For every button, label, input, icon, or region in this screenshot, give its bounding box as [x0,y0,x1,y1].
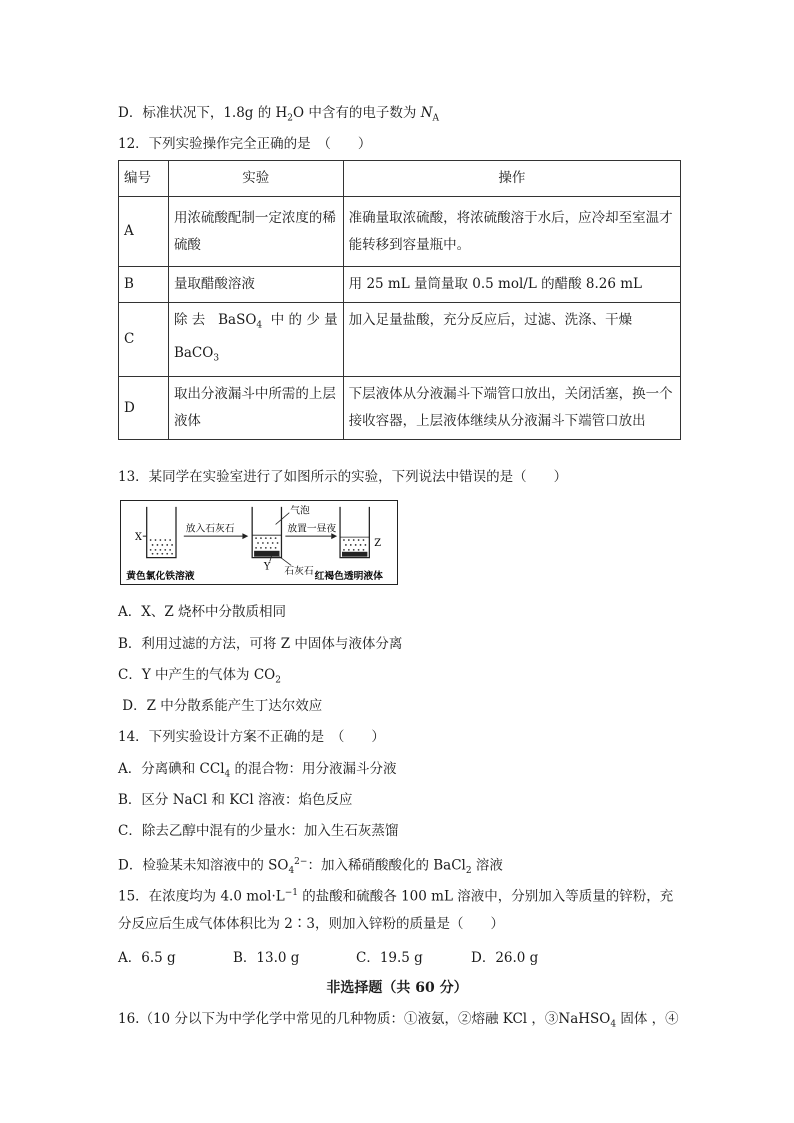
q13-option-c: C．Y 中产生的气体为 $CO_2$ [118,667,281,686]
table-row [119,303,681,377]
arrow-2-label: 放置一昼夜 [287,523,337,535]
arrow-1-label: 放入石灰石 [185,523,235,535]
q13-option-d: D．Z 中分散系能产生丁达尔效应 [118,698,323,714]
q13-option-b: B．利用过滤的方法，可将 Z 中固体与液体分离 [118,636,403,652]
beaker-z [340,507,369,558]
q13-stem: 13．某同学在实验室进行了如图所示的实验，下列说法中错误的是（ ） [118,469,568,485]
row-id: D [119,377,169,440]
q14-option-c: C．除去乙醇中混有的少量水：加入生石灰蒸馏 [118,823,399,839]
q14-option-b: B．区分 NaCl 和 KCl 溶液：焰色反应 [118,792,353,808]
q12-table [118,160,681,440]
q16-stem: 16.（10 分以下为中学化学中常见的几种物质：①液氨，②熔融 KCl ，③NaHSO$_4$ 固体 ，④ [118,1011,679,1030]
row-experiment: 量取醋酸溶液 [168,267,343,303]
header-id: 编号 [119,161,169,197]
q13-option-a: A．X、Z 烧杯中分散质相同 [118,604,287,620]
row-operation: 准确量取浓硫酸，将浓硫酸溶于水后，应冷却至室温才能转移到容量瓶中。 [343,197,680,267]
label-stone: 石灰石 [284,566,314,578]
table-row [119,377,681,440]
row-id: C [119,303,169,377]
row-id: B [119,267,169,303]
table-row [119,197,681,267]
row-experiment: 除去 BaSO$_4$ 中的少量 BaCO$_3$ [168,303,343,377]
table-header-row [119,161,681,197]
q15-stem-line2: 分反应后生成气体体积比为 2∶3，则加入锌粉的质量是（ ） [118,916,504,932]
label-bubble: 气泡 [290,505,310,517]
label-y: Y [263,561,271,573]
q15-option-c: C．19.5 g [356,950,423,966]
header-operation: 操作 [343,161,680,197]
arrow-1-head [242,533,248,539]
q15-option-a: A．6.5 g [118,950,176,966]
label-x: X [134,532,142,544]
q15-option-d: D．26.0 g [471,950,539,966]
label-z: Z [374,537,382,549]
beaker-diagram [121,501,397,584]
row-operation: 用 25 mL 量筒量取 0.5 mol/L 的醋酸 8.26 mL [343,267,680,303]
q14-stem: 14．下列实验设计方案不正确的是 （ ） [118,729,385,745]
section-title: 非选择题（共 60 分） [326,980,468,996]
row-id: A [119,197,169,267]
q15-options [118,946,538,966]
q14-option-a: A．分离碘和 CCl$_4$ 的混合物：用分液漏斗分液 [118,761,397,780]
table-row [119,267,681,303]
q12-stem: 12．下列实验操作完全正确的是 （ ） [118,136,372,152]
row-experiment: 用浓硫酸配制一定浓度的稀硫酸 [168,197,343,267]
beaker-x [143,507,176,558]
q11-option-d: D．标准状况下，1.8g 的 $H_2O$ 中含有的电子数为 $N_A$ [118,105,439,124]
q13-figure [120,500,398,585]
row-operation: 下层液体从分液漏斗下端管口放出，关闭活塞，换一个接收容器，上层液体继续从分液漏斗下端管口放出 [343,377,680,440]
beaker-y [252,507,281,558]
q15-option-b: B．13.0 g [233,950,300,966]
row-operation: 加入足量盐酸，充分反应后，过滤、洗涤、干燥 [343,303,680,377]
caption-left: 黄色氯化铁溶液 [126,571,195,583]
header-experiment: 实验 [168,161,343,197]
q15-stem-line1: 15．在浓度均为 4.0 $mol\cdot L^{-1}$ 的盐酸和硫酸各 100 mL 溶液中，分别加入等质量的锌粉，充 [118,888,674,905]
caption-right: 红褐色透明液体 [314,571,383,583]
row-experiment: 取出分液漏斗中所需的上层液体 [168,377,343,440]
q14-option-d: D．检验某未知溶液中的 $SO_4^{2-}$：加入稀硝酸酸化的 BaCl$_2$ 溶液 [118,857,503,877]
